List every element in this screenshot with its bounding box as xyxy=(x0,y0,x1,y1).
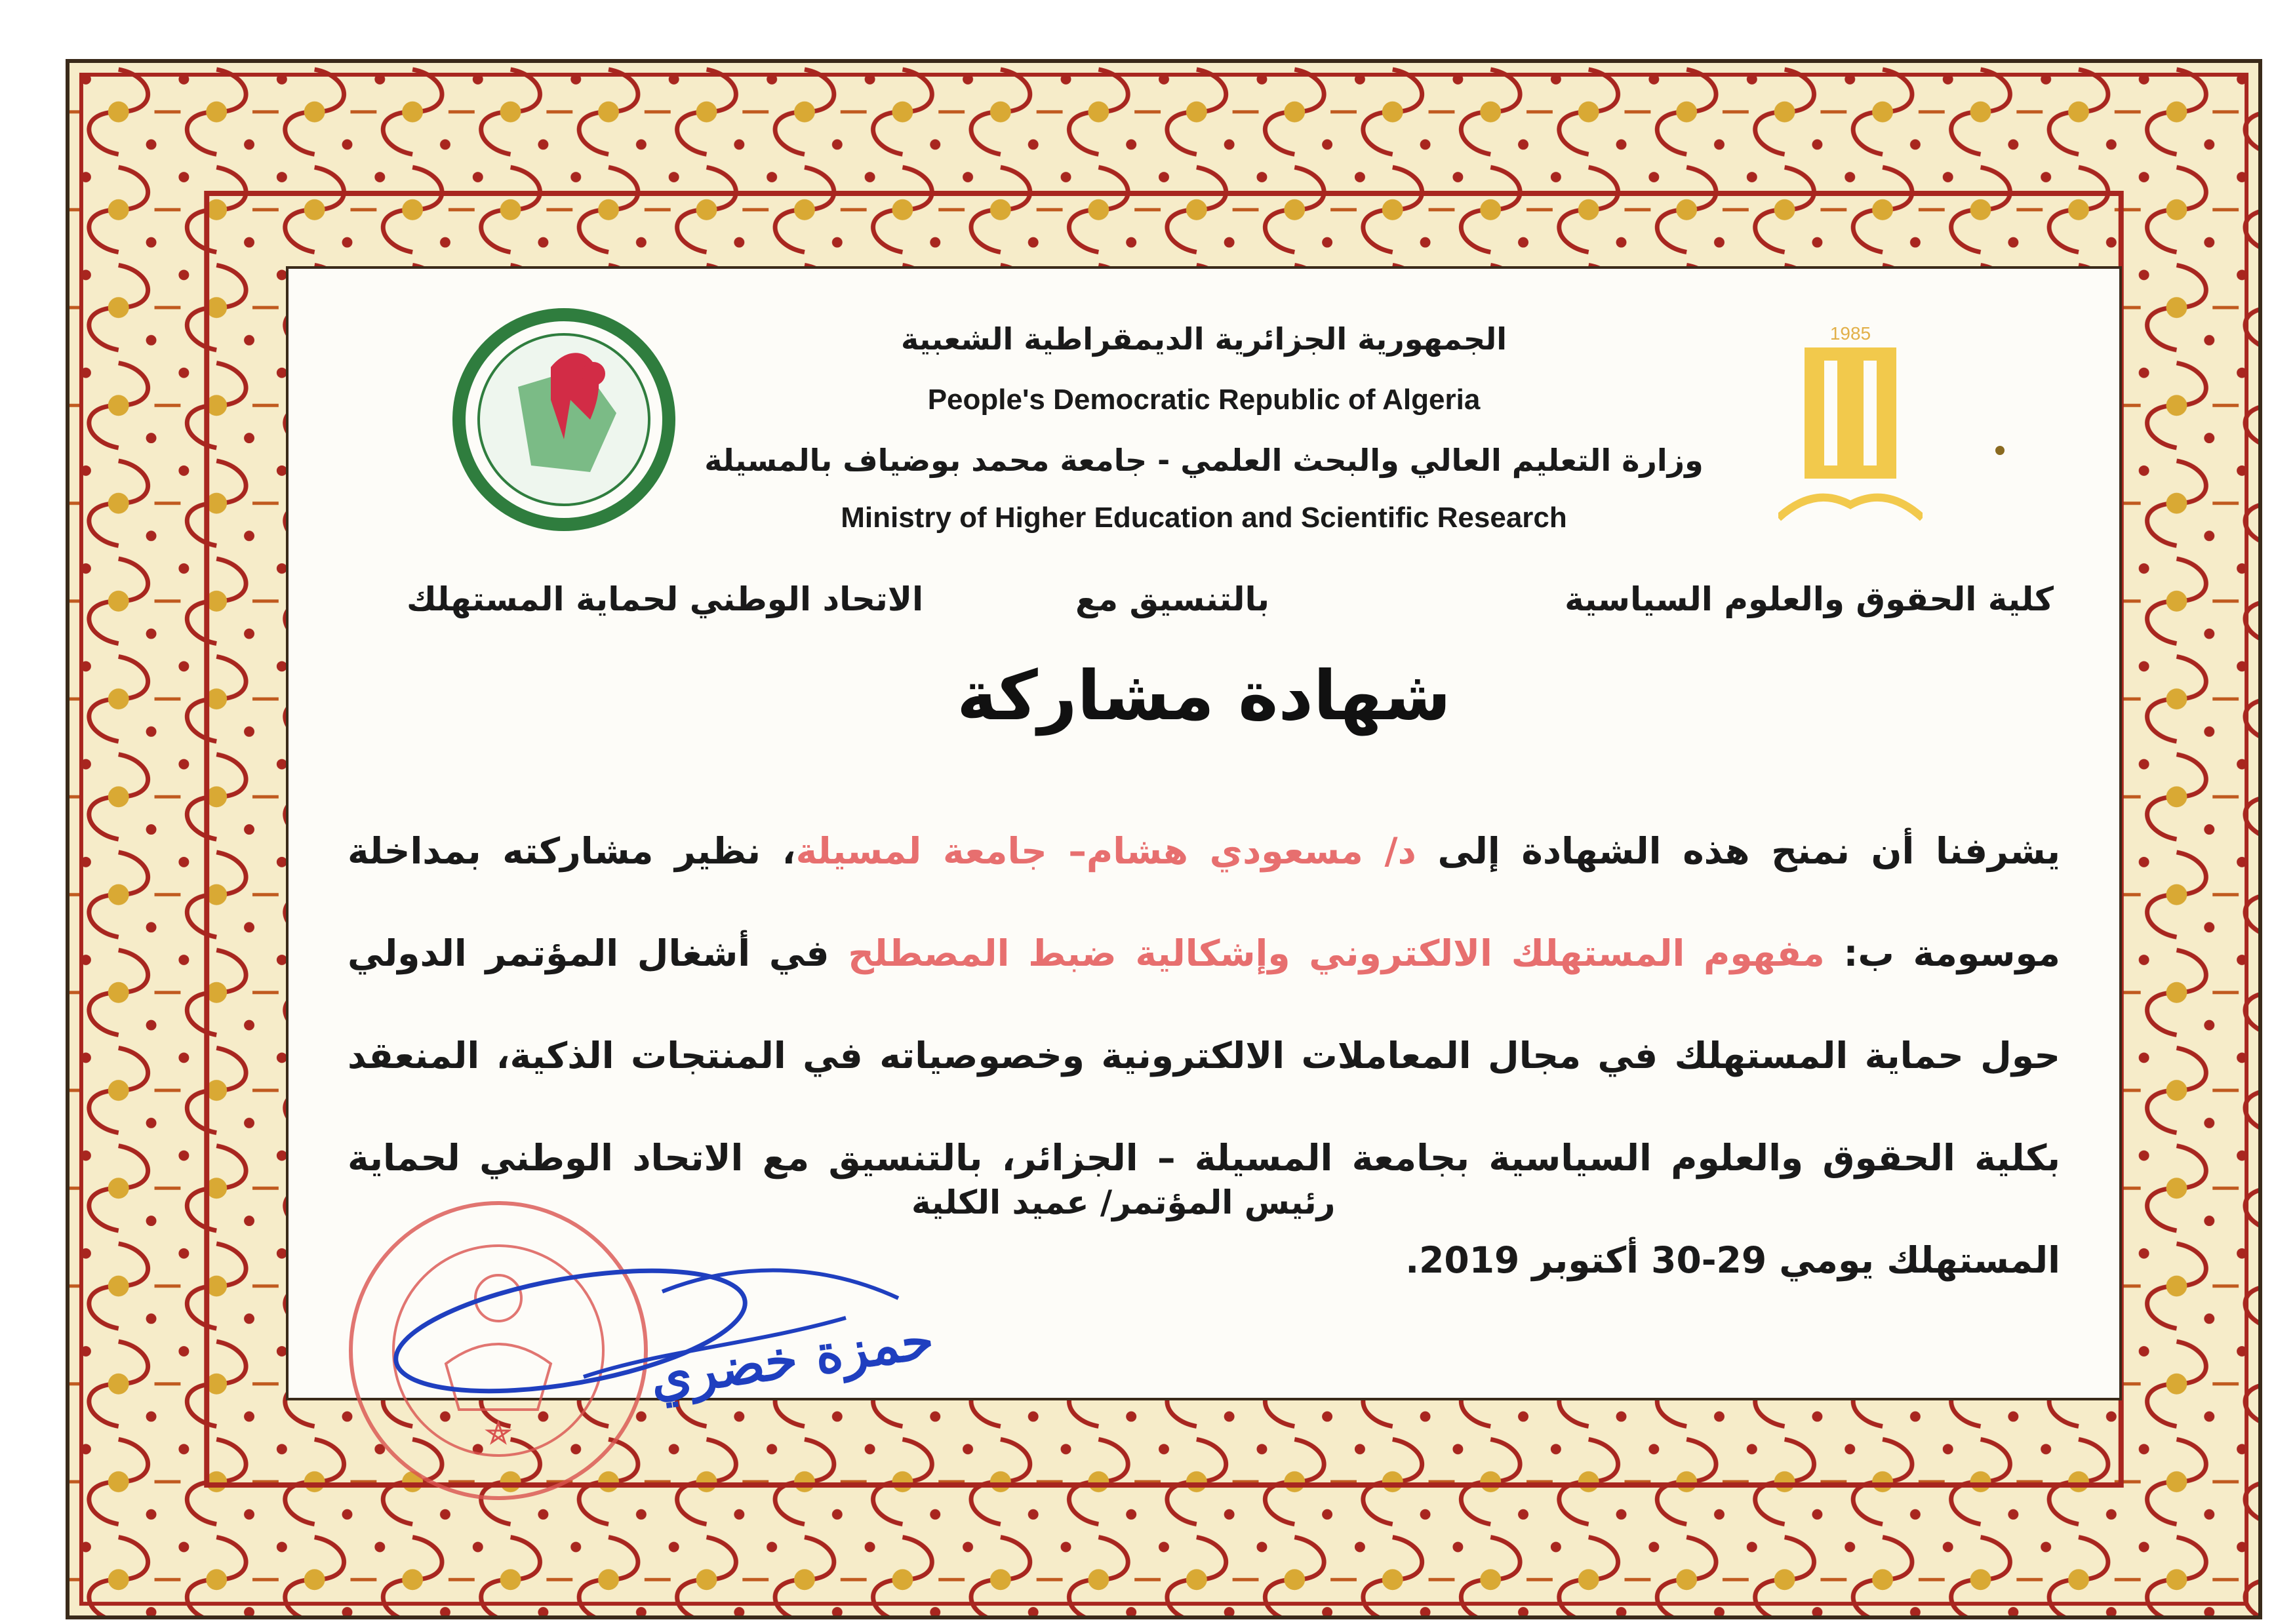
svg-text:1985: 1985 xyxy=(1829,323,1871,344)
certificate-panel xyxy=(286,266,2122,1409)
ministry-name-en: Ministry of Higher Education and Scientific Research xyxy=(841,502,1567,534)
republic-name-en: People's Democratic Republic of Algeria xyxy=(927,384,1481,416)
coordination-label: بالتنسيق مع xyxy=(1075,580,1270,618)
body-text-3: في أشغال المؤتمر الدولي حول حماية المستهلك في مجال المعاملات الالكترونية وخصوصياته في المنتجات الذكية، المنعقد بكلية الحقوق والعلوم السياسية بجامعة المسيلة – الجزائر، بالتنسيق مع الاتحاد الوطني لحماية المستهلك يومي 29-30 أكتوبر 2019. xyxy=(348,932,2060,1281)
faculty-name: كلية الحقوق والعلوم السياسية xyxy=(1565,580,2054,618)
body-text-2: ، نظير مشاركته بمداخلة موسومة ب: xyxy=(348,830,2060,974)
paper-topic: مفهوم المستهلك الالكتروني وإشكالية ضبط المصطلح xyxy=(848,932,1825,974)
certificate-frame xyxy=(66,59,2262,1619)
signatory-title: رئيس المؤتمر/ عميد الكلية xyxy=(911,1183,1336,1221)
certificate-title: شهادة مشاركة xyxy=(957,656,1451,736)
republic-name-ar: الجمهورية الجزائرية الديمقراطية الشعبية xyxy=(900,321,1507,357)
recipient-name: د/ مسعودي هشام– جامعة لمسيلة xyxy=(795,830,1416,872)
body-text-1: يشرفنا أن نمنح هذه الشهادة إلى xyxy=(1416,830,2060,872)
signatory-name: حمزة خضري xyxy=(646,1308,938,1409)
ministry-name-ar: وزارة التعليم العالي والبحث العلمي - جامعة محمد بوضياف بالمسيلة xyxy=(704,443,1704,478)
union-name: الاتحاد الوطني لحماية المستهلك xyxy=(407,580,924,618)
